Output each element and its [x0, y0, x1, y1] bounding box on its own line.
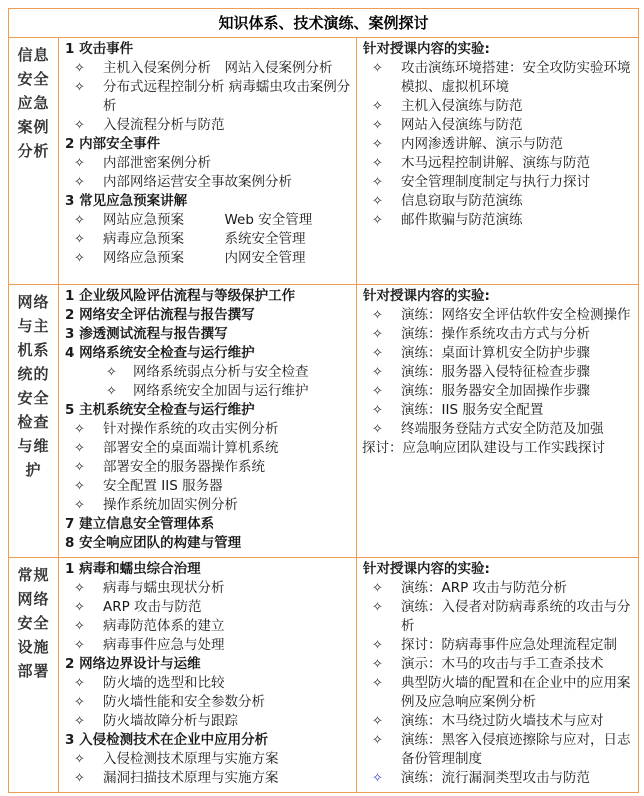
row-header-cell: [9, 558, 59, 792]
diamond-bullet-icon: ✧: [74, 80, 85, 95]
list-item: [361, 674, 635, 712]
list-item-text: 分布式远程控制分析 病毒蠕虫攻击案例分析: [103, 79, 351, 114]
diamond-bullet-icon: ✧: [372, 771, 383, 786]
list-item-text: 演练：黑客入侵痕迹擦除与应对，日志备份管理制度: [401, 732, 631, 767]
list-item: [63, 382, 353, 401]
experiments-cell: [357, 558, 638, 792]
list-item: [63, 230, 353, 249]
list-item-text: 主机入侵案例分析 网站入侵案例分析: [103, 60, 333, 76]
diamond-bullet-icon: ✧: [372, 422, 383, 437]
diamond-bullet-icon: ✧: [372, 676, 383, 691]
list-item: [361, 636, 635, 655]
list-item: [361, 579, 635, 598]
diamond-bullet-icon: ✧: [74, 61, 85, 76]
list-item-text: 部署安全的服务器操作系统: [103, 459, 265, 475]
section-heading: 针对授课内容的实验:: [363, 561, 490, 577]
diamond-bullet-icon: ✧: [74, 422, 85, 437]
list-item: [63, 154, 353, 173]
list-item-text: 典型防火墙的配置和在企业中的应用案例及应急响应案例分析: [401, 675, 631, 710]
diamond-bullet-icon: ✧: [74, 498, 85, 513]
list-item-text: 防火墙故障分析与跟踪: [103, 713, 238, 729]
list-item: [361, 769, 635, 788]
section-heading: 针对授课内容的实验:: [363, 41, 490, 57]
list-item-text: 演示：木马的攻击与手工查杀技术: [401, 656, 604, 672]
row-header-line: 检查: [17, 413, 50, 431]
section-heading: 4 网络系统安全检查与运行维护: [65, 345, 255, 361]
list-item: [63, 59, 353, 78]
diamond-bullet-icon: ✧: [372, 638, 383, 653]
list-item-text: 病毒事件应急与处理: [103, 637, 225, 653]
row-header-line: 网络: [17, 590, 50, 608]
list-item-text: 内部网络运营安全事故案例分析: [103, 174, 292, 190]
table-row-incident-cases: [9, 38, 638, 284]
list-item: [63, 674, 353, 693]
list-item: [361, 59, 635, 97]
diamond-bullet-icon: ✧: [372, 327, 383, 342]
list-item-text: 邮件欺骗与防范演练: [401, 212, 523, 228]
list-item-text: 网站入侵演练与防范: [401, 117, 523, 133]
list-item: [63, 363, 353, 382]
list-item-text: 演练：服务器入侵特征检查步骤: [401, 364, 590, 380]
list-item: [361, 325, 635, 344]
list-item-text: 探讨：防病毒事件应急处理流程定制: [401, 637, 617, 653]
diamond-bullet-icon: ✧: [74, 676, 85, 691]
list-item-text: 安全管理制度制定与执行力探讨: [401, 174, 590, 190]
diamond-bullet-icon: ✧: [74, 460, 85, 475]
section-heading: 1 病毒和蠕虫综合治理: [65, 561, 201, 577]
diamond-bullet-icon: ✧: [372, 213, 383, 228]
diamond-bullet-icon: ✧: [74, 213, 85, 228]
list-item: [361, 173, 635, 192]
table-row-system-check: [9, 284, 638, 557]
list-item: [361, 382, 635, 401]
row-header-line: 案例: [17, 118, 50, 136]
topics-cell: [59, 285, 357, 557]
row-header-line: 应急: [17, 94, 50, 112]
diamond-bullet-icon: ✧: [372, 99, 383, 114]
diamond-bullet-icon: ✧: [74, 232, 85, 247]
topics-cell: [59, 38, 357, 284]
list-item: [63, 173, 353, 192]
list-item-text: 防火墙性能和安全参数分析: [103, 694, 265, 710]
diamond-bullet-icon: ✧: [372, 581, 383, 596]
list-item-text: 演练：服务器安全加固操作步骤: [401, 383, 590, 399]
list-item: [361, 655, 635, 674]
diamond-bullet-icon: ✧: [106, 384, 117, 399]
list-item-text: 演练：操作系统攻击方式与分析: [401, 326, 590, 342]
list-item-text: 主机入侵演练与防范: [401, 98, 523, 114]
row-header-line: 与主: [17, 317, 50, 335]
list-item-text: 病毒与蠕虫现状分析: [103, 580, 225, 596]
section-heading: 7 建立信息安全管理体系: [65, 516, 215, 532]
diamond-bullet-icon: ✧: [74, 771, 85, 786]
list-item-text: 网络系统安全加固与运行维护: [133, 383, 309, 399]
diamond-bullet-icon: ✧: [372, 118, 383, 133]
row-header-line: 部署: [17, 662, 50, 680]
list-item-text: ARP 攻击与防范: [103, 599, 202, 615]
diamond-bullet-icon: ✧: [74, 695, 85, 710]
list-item: [63, 496, 353, 515]
experiments-cell: [357, 285, 638, 557]
list-item-text: 演练：网络安全评估软件安全检测操作: [401, 307, 631, 323]
list-item-text: 演练：流行漏洞类型攻击与防范: [401, 770, 590, 786]
list-item: 探讨：应急响应团队建设与工作实践探讨: [362, 440, 605, 456]
row-header-line: 护: [25, 461, 42, 479]
topics-cell: [59, 558, 357, 792]
diamond-bullet-icon: ✧: [372, 600, 383, 615]
list-item-text: 木马远程控制讲解、演练与防范: [401, 155, 590, 171]
list-item: [63, 211, 353, 230]
section-heading: 1 攻击事件: [65, 41, 134, 57]
list-item: [361, 420, 635, 439]
list-item: [361, 192, 635, 211]
list-item: [361, 211, 635, 230]
list-item-text: 内部泄密案例分析: [103, 155, 211, 171]
diamond-bullet-icon: ✧: [372, 733, 383, 748]
diamond-bullet-icon: ✧: [372, 714, 383, 729]
row-header-line: 信息: [17, 46, 50, 64]
row-header-line: 安全: [17, 614, 50, 632]
diamond-bullet-icon: ✧: [372, 346, 383, 361]
diamond-bullet-icon: ✧: [372, 137, 383, 152]
diamond-bullet-icon: ✧: [74, 441, 85, 456]
list-item-text: 演练：ARP 攻击与防范分析: [401, 580, 568, 596]
row-header-line: 分析: [17, 142, 50, 160]
section-heading: 3 渗透测试流程与报告撰写: [65, 326, 228, 342]
list-item: [63, 439, 353, 458]
list-item: [63, 636, 353, 655]
list-item: [63, 458, 353, 477]
list-item: [361, 154, 635, 173]
list-item: [63, 617, 353, 636]
section-heading: 3 常见应急预案讲解: [65, 193, 188, 209]
diamond-bullet-icon: ✧: [372, 657, 383, 672]
list-item-text: 防火墙的选型和比较: [103, 675, 225, 691]
diamond-bullet-icon: ✧: [74, 581, 85, 596]
row-header-cell: [9, 38, 59, 284]
row-header-line: 安全: [17, 389, 50, 407]
list-item-text: 信息窃取与防范演练: [401, 193, 523, 209]
row-header-cell: [9, 285, 59, 557]
diamond-bullet-icon: ✧: [372, 194, 383, 209]
section-heading: 2 内部安全事件: [65, 136, 161, 152]
row-header-line: 与维: [17, 437, 50, 455]
table-title: 知识体系、技术演练、案例探讨: [9, 9, 638, 38]
section-heading: 1 企业级风险评估流程与等级保护工作: [65, 288, 296, 304]
list-item-text: 内网渗透讲解、演示与防范: [401, 136, 563, 152]
row-header-line: 机系: [17, 341, 50, 359]
list-item-text: 演练：IIS 服务安全配置: [401, 402, 544, 418]
section-heading: 8 安全响应团队的构建与管理: [65, 535, 242, 551]
list-item-text: 部署安全的桌面端计算机系统: [103, 440, 279, 456]
diamond-bullet-icon: ✧: [372, 384, 383, 399]
section-heading: 针对授课内容的实验:: [363, 288, 490, 304]
row-header-line: 统的: [17, 365, 50, 383]
section-heading: 3 入侵检测技术在企业中应用分析: [65, 732, 269, 748]
list-item-text: 针对操作系统的攻击实例分析: [103, 421, 279, 437]
list-item-text: 终端服务登陆方式安全防范及加强: [401, 421, 604, 437]
list-item-text: 网络系统弱点分析与安全检查: [133, 364, 309, 380]
list-item-text: 演练：入侵者对防病毒系统的攻击与分析: [401, 599, 631, 634]
list-item: [361, 712, 635, 731]
list-item: [63, 693, 353, 712]
list-item-text: 网站应急预案 Web 安全管理: [103, 212, 313, 228]
table-row-network-deploy: [9, 557, 638, 792]
list-item-text: 网络应急预案 内网安全管理: [103, 250, 306, 266]
diamond-bullet-icon: ✧: [372, 175, 383, 190]
list-item: [361, 598, 635, 636]
list-item-text: 入侵流程分析与防范: [103, 117, 225, 133]
row-header-line: 安全: [17, 70, 50, 88]
row-header-line: 常规: [17, 566, 50, 584]
list-item-text: 攻击演练环境搭建：安全攻防实验环境模拟、虚拟机环境: [401, 60, 631, 95]
list-item: [361, 97, 635, 116]
diamond-bullet-icon: ✧: [74, 752, 85, 767]
diamond-bullet-icon: ✧: [74, 479, 85, 494]
list-item: [63, 579, 353, 598]
diamond-bullet-icon: ✧: [74, 251, 85, 266]
list-item-text: 安全配置 IIS 服务器: [103, 478, 223, 494]
diamond-bullet-icon: ✧: [74, 600, 85, 615]
diamond-bullet-icon: ✧: [74, 638, 85, 653]
diamond-bullet-icon: ✧: [372, 403, 383, 418]
row-header-line: 网络: [17, 293, 50, 311]
diamond-bullet-icon: ✧: [372, 365, 383, 380]
list-item-text: 入侵检测技术原理与实施方案: [103, 751, 279, 767]
diamond-bullet-icon: ✧: [372, 308, 383, 323]
list-item-text: 漏洞扫描技术原理与实施方案: [103, 770, 279, 786]
list-item: [63, 750, 353, 769]
list-item: [63, 116, 353, 135]
list-item: [63, 769, 353, 788]
list-item: [63, 712, 353, 731]
diamond-bullet-icon: ✧: [74, 118, 85, 133]
diamond-bullet-icon: ✧: [372, 156, 383, 171]
list-item-text: 病毒防范体系的建立: [103, 618, 225, 634]
list-item-text: 演练：桌面计算机安全防护步骤: [401, 345, 590, 361]
diamond-bullet-icon: ✧: [74, 619, 85, 634]
list-item: [361, 306, 635, 325]
list-item: [361, 731, 635, 769]
list-item: [361, 401, 635, 420]
list-item-text: 操作系统加固实例分析: [103, 497, 238, 513]
list-item: [63, 477, 353, 496]
diamond-bullet-icon: ✧: [372, 61, 383, 76]
list-item: [63, 420, 353, 439]
experiments-cell: [357, 38, 638, 284]
list-item: [361, 363, 635, 382]
section-heading: 2 网络边界设计与运维: [65, 656, 201, 672]
section-heading: 5 主机系统安全检查与运行维护: [65, 402, 255, 418]
row-header-line: 设施: [17, 638, 50, 656]
list-item: [361, 116, 635, 135]
list-item-text: 病毒应急预案 系统安全管理: [103, 231, 306, 247]
course-outline-table: [8, 8, 639, 793]
list-item-text: 演练：木马绕过防火墙技术与应对: [401, 713, 604, 729]
list-item: [63, 249, 353, 268]
list-item: [63, 78, 353, 116]
diamond-bullet-icon: ✧: [74, 175, 85, 190]
list-item: [361, 344, 635, 363]
diamond-bullet-icon: ✧: [74, 714, 85, 729]
diamond-bullet-icon: ✧: [106, 365, 117, 380]
list-item: [63, 598, 353, 617]
diamond-bullet-icon: ✧: [74, 156, 85, 171]
list-item: [361, 135, 635, 154]
section-heading: 2 网络安全评估流程与报告撰写: [65, 307, 255, 323]
